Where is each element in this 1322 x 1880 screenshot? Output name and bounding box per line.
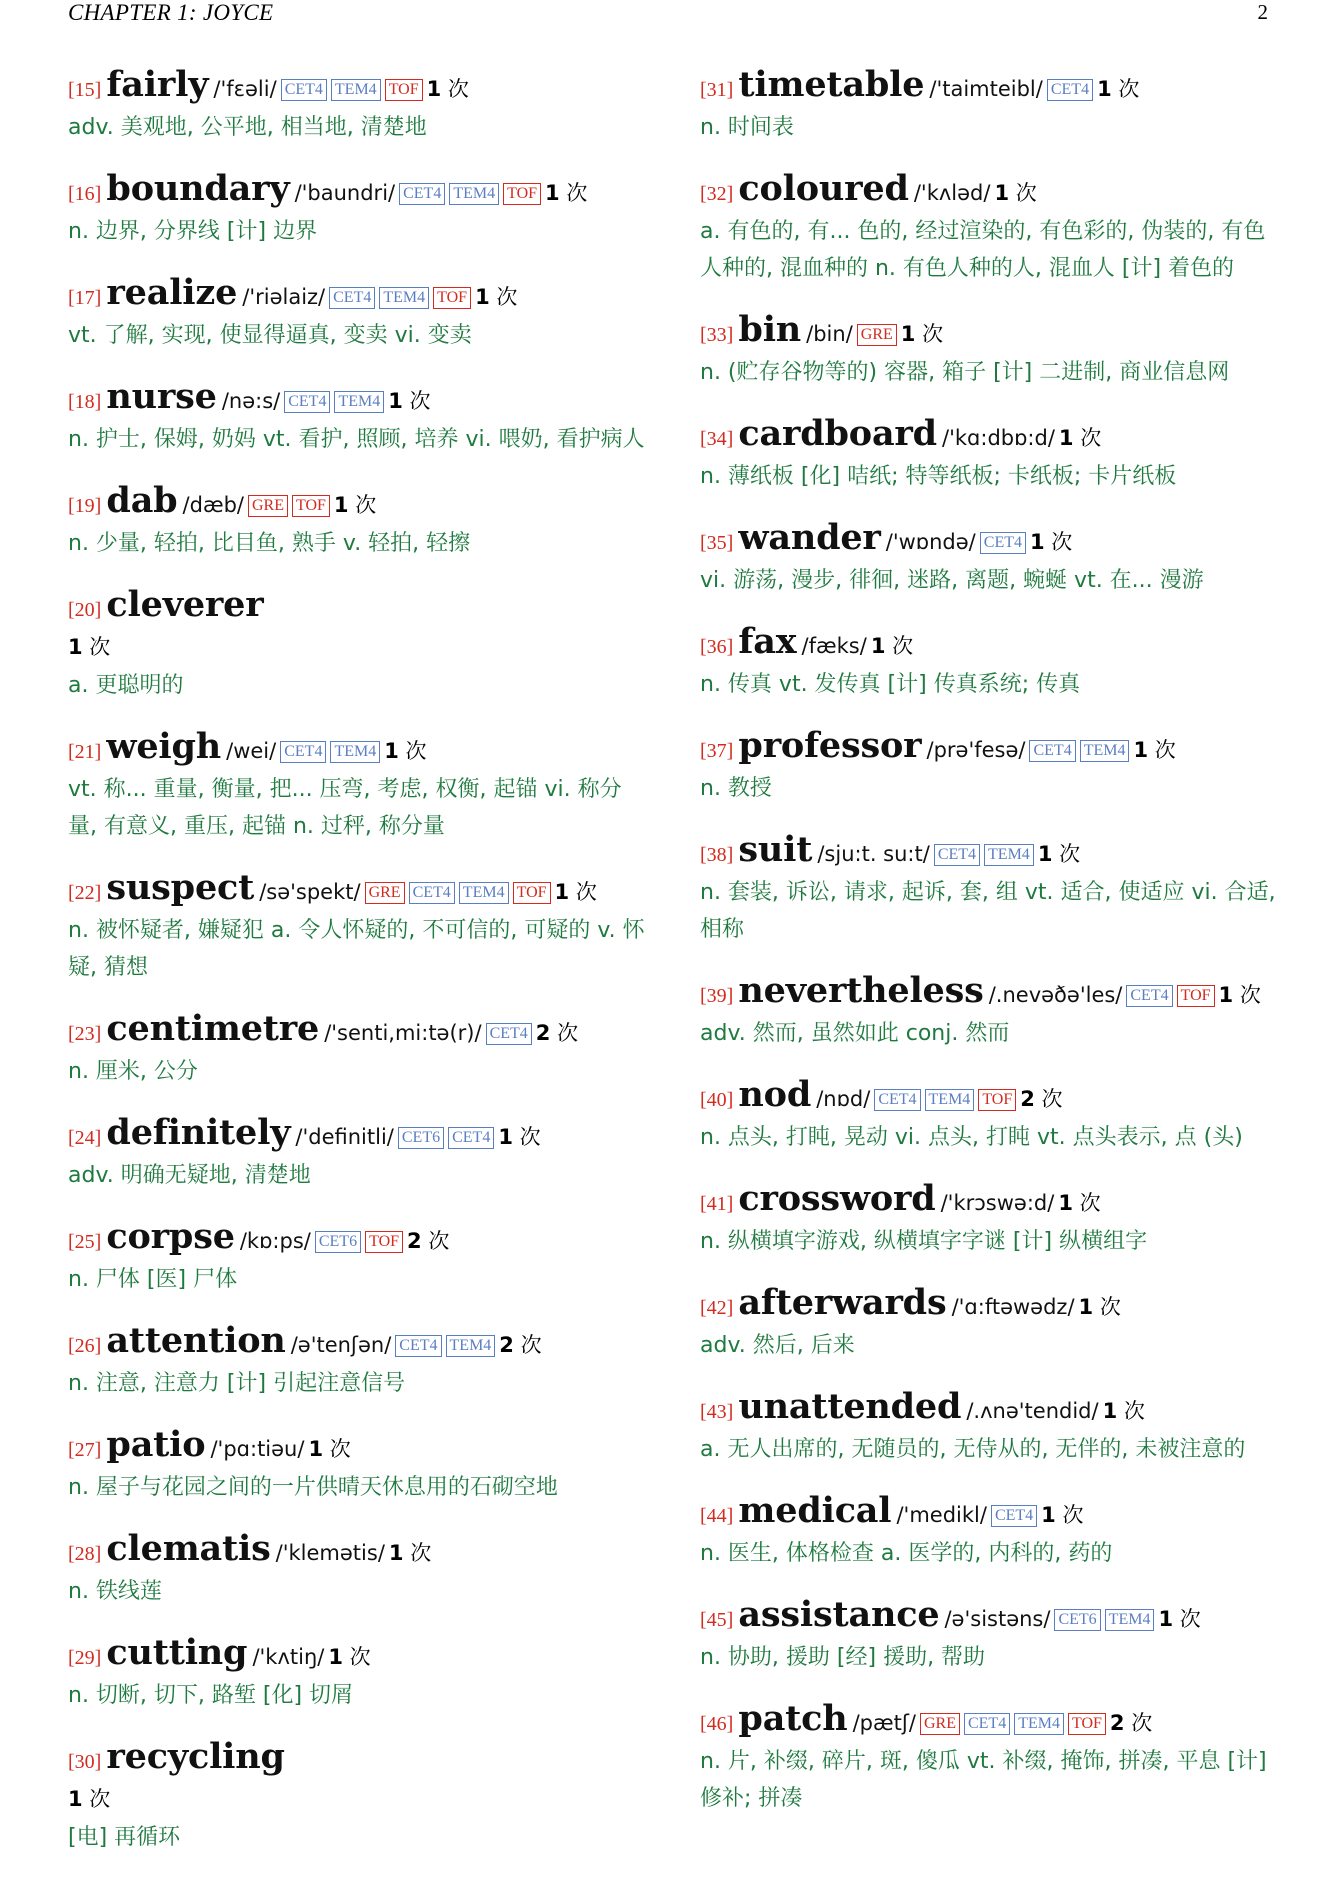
pronunciation: /wei/ <box>226 739 277 763</box>
exam-tag: TOF <box>1068 1713 1106 1735</box>
headword: wander <box>738 517 881 558</box>
headword: corpse <box>106 1216 235 1257</box>
vocab-entry <box>68 1634 648 1714</box>
vocab-entry <box>700 831 1280 948</box>
pronunciation: /'wɒndə/ <box>885 530 976 554</box>
definition: n. 协助, 援助 [经] 援助, 帮助 <box>700 1645 986 1670</box>
occurrence-count: 1 次 <box>1218 983 1261 1007</box>
definition: vt. 称... 重量, 衡量, 把... 压弯, 考虑, 权衡, 起锚 vi. 称分量, 有意义, 重压, 起锚 n. 过秤, 称分量 <box>68 777 622 839</box>
exam-tag: GRE <box>857 324 897 346</box>
headword-line <box>700 311 1280 354</box>
headword: nurse <box>106 376 217 417</box>
definition: adv. 然而, 虽然如此 conj. 然而 <box>700 1021 1010 1046</box>
occurrence-count: 1 次 <box>388 389 431 413</box>
exam-tag: CET4 <box>284 391 330 413</box>
vocab-entry <box>700 519 1280 599</box>
occurrence-count: 1 次 <box>384 739 427 763</box>
vocab-entry <box>68 1426 648 1506</box>
exam-tag: TOF <box>503 183 541 205</box>
occurrence-count: 1 次 <box>554 880 597 904</box>
exam-tag: TOF <box>1177 985 1215 1007</box>
vocab-entry <box>68 378 648 458</box>
headword: weigh <box>106 726 222 767</box>
headword: medical <box>738 1490 892 1531</box>
exam-tag: CET4 <box>395 1335 441 1357</box>
vocab-entry <box>68 1530 648 1610</box>
exam-tag: CET4 <box>448 1127 494 1149</box>
vocab-entry <box>68 1114 648 1194</box>
pronunciation: /'fɛəli/ <box>213 77 277 101</box>
exam-tag: CET4 <box>1126 985 1172 1007</box>
headword-line <box>700 1700 1280 1743</box>
pronunciation: /sə'spekt/ <box>259 880 361 904</box>
entry-index: [39] <box>700 985 734 1007</box>
headword: fax <box>738 621 797 662</box>
entry-index: [21] <box>68 741 102 763</box>
vocab-entry <box>68 1738 648 1856</box>
occurrence-count: 1 次 <box>68 1787 111 1811</box>
definition: n. 纵横填字游戏, 纵横填字字谜 [计] 纵横组字 <box>700 1229 1148 1254</box>
headword-line <box>700 1388 1280 1431</box>
entry-index: [25] <box>68 1231 102 1253</box>
entry-index: [36] <box>700 636 734 658</box>
headword: professor <box>738 725 922 766</box>
headword-line <box>700 519 1280 562</box>
exam-tag: CET4 <box>281 79 327 101</box>
headword-line <box>68 1010 648 1053</box>
exam-tag: TOF <box>978 1089 1016 1111</box>
headword: boundary <box>106 168 290 209</box>
definition: a. 更聪明的 <box>68 673 184 698</box>
page-number: 2 <box>1257 0 1268 24</box>
entry-index: [33] <box>700 324 734 346</box>
exam-tag: CET6 <box>315 1231 361 1253</box>
vocab-entry <box>700 1700 1280 1817</box>
exam-tag: TEM4 <box>446 1335 496 1357</box>
entry-index: [18] <box>68 391 102 413</box>
occurrence-count: 1 次 <box>870 634 914 658</box>
headword: nevertheless <box>738 970 984 1011</box>
pronunciation: /bin/ <box>806 322 853 346</box>
headword: fairly <box>106 64 209 105</box>
pronunciation: /'kʌləd/ <box>913 181 991 205</box>
exam-tag: CET4 <box>991 1505 1037 1527</box>
definition: n. 时间表 <box>700 115 794 140</box>
headword-line <box>700 727 1280 770</box>
vocab-entry <box>700 415 1280 495</box>
pronunciation: /'senti,mi:tə(r)/ <box>324 1021 482 1045</box>
occurrence-count: 2 次 <box>407 1229 450 1253</box>
vocab-entry <box>700 1596 1280 1676</box>
headword-line <box>68 1114 648 1157</box>
exam-tag: CET4 <box>1047 79 1093 101</box>
vocab-entry <box>700 311 1280 391</box>
occurrence-count: 1 次 <box>475 285 518 309</box>
vocab-entry <box>700 727 1280 807</box>
occurrence-count: 1 次 <box>1102 1399 1145 1423</box>
occurrence-count: 1 次 <box>498 1125 541 1149</box>
definition: n. 厘米, 公分 <box>68 1059 198 1084</box>
exam-tag: CET4 <box>1029 740 1075 762</box>
headword: coloured <box>738 168 909 209</box>
definition: n. 薄纸板 [化] 咭纸; 特等纸板; 卡纸板; 卡片纸板 <box>700 464 1177 489</box>
headword-line <box>700 415 1280 458</box>
vocab-entry <box>68 1322 648 1402</box>
occurrence-count: 1 次 <box>388 1541 432 1565</box>
headword-line <box>68 378 648 421</box>
exam-tag: CET4 <box>280 741 326 763</box>
definition: a. 无人出席的, 无随员的, 无侍从的, 无伴的, 未被注意的 <box>700 1437 1246 1462</box>
entry-index: [28] <box>68 1543 102 1565</box>
headword: patch <box>738 1698 848 1739</box>
entry-index: [29] <box>68 1647 102 1669</box>
pronunciation: /pætʃ/ <box>852 1711 916 1735</box>
headword-line <box>68 586 648 629</box>
headword: assistance <box>738 1594 940 1635</box>
entry-index: [31] <box>700 79 734 101</box>
headword-line <box>68 274 648 317</box>
occurrence-count: 1 次 <box>1058 426 1102 450</box>
pronunciation: /'baundri/ <box>294 181 396 205</box>
entry-index: [20] <box>68 599 102 621</box>
headword: crossword <box>738 1178 936 1219</box>
exam-tag: TEM4 <box>1014 1713 1064 1735</box>
entry-index: [34] <box>700 428 734 450</box>
headword: bin <box>738 309 802 350</box>
exam-tag: TEM4 <box>334 391 384 413</box>
headword-line <box>68 1218 648 1261</box>
definition: n. 传真 vt. 发传真 [计] 传真系统; 传真 <box>700 672 1081 697</box>
occurrence-count: 2 次 <box>535 1021 579 1045</box>
headword-line <box>700 1076 1280 1119</box>
headword: attention <box>106 1320 286 1361</box>
headword-line <box>700 831 1280 874</box>
occurrence-count: 1 次 <box>1078 1295 1121 1319</box>
pronunciation: /'kʌtiŋ/ <box>252 1645 325 1669</box>
page-header <box>68 0 1268 30</box>
exam-tag: TOF <box>385 79 423 101</box>
headword-line <box>700 1596 1280 1639</box>
occurrence-count: 2 次 <box>1109 1711 1153 1735</box>
exam-tag: TEM4 <box>330 741 380 763</box>
vocab-entry <box>700 170 1280 287</box>
definition: vi. 游荡, 漫步, 徘徊, 迷路, 离题, 蜿蜒 vt. 在... 漫游 <box>700 568 1204 593</box>
entry-index: [24] <box>68 1127 102 1149</box>
headword-line <box>68 1738 648 1781</box>
pronunciation: /'taimteibl/ <box>929 77 1043 101</box>
entry-index: [37] <box>700 740 734 762</box>
headword: cutting <box>106 1632 248 1673</box>
entry-index: [23] <box>68 1023 102 1045</box>
exam-tag: TEM4 <box>459 882 509 904</box>
definition: vt. 了解, 实现, 使显得逼真, 变卖 vi. 变卖 <box>68 323 472 348</box>
headword: recycling <box>106 1736 285 1777</box>
definition: adv. 然后, 后来 <box>700 1333 855 1358</box>
definition: n. 边界, 分界线 [计] 边界 <box>68 219 318 244</box>
exam-tag: CET4 <box>964 1713 1010 1735</box>
entry-index: [30] <box>68 1751 102 1773</box>
headword: suspect <box>106 867 255 908</box>
exam-tag: TEM4 <box>1080 740 1130 762</box>
pronunciation: /'krɔswə:d/ <box>940 1191 1055 1215</box>
exam-tag: CET4 <box>874 1089 920 1111</box>
occurrence-count: 1 次 <box>545 181 588 205</box>
exam-tag: TEM4 <box>449 183 499 205</box>
headword: unattended <box>738 1386 962 1427</box>
definition: n. 屋子与花园之间的一片供晴天休息用的石砌空地 <box>68 1475 558 1500</box>
headword-line <box>700 1492 1280 1535</box>
occurrence-count: 1 次 <box>1037 842 1081 866</box>
exam-tag: TEM4 <box>925 1089 975 1111</box>
exam-tag: GRE <box>365 882 405 904</box>
entry-index: [40] <box>700 1089 734 1111</box>
vocab-entry <box>700 1388 1280 1468</box>
occurrence-count: 1 次 <box>1158 1607 1201 1631</box>
occurrence-count: 2 次 <box>499 1333 542 1357</box>
headword: centimetre <box>106 1008 320 1049</box>
headword-line <box>700 1284 1280 1327</box>
vocab-entry <box>68 586 648 704</box>
vocab-entry <box>700 1492 1280 1572</box>
count-line <box>68 629 648 667</box>
headword-line <box>68 1322 648 1365</box>
pronunciation: /ə'tenʃən/ <box>290 1333 392 1357</box>
entry-index: [45] <box>700 1609 734 1631</box>
pronunciation: /'medikl/ <box>896 1503 987 1527</box>
headword-line <box>700 170 1280 213</box>
pronunciation: /sju:t. su:t/ <box>817 842 930 866</box>
pronunciation: /.nevəðə'les/ <box>988 983 1123 1007</box>
entry-index: [46] <box>700 1713 734 1735</box>
pronunciation: /'ɑ:ftəwədz/ <box>951 1295 1075 1319</box>
definition: adv. 美观地, 公平地, 相当地, 清楚地 <box>68 115 427 140</box>
definition: n. (贮存谷物等的) 容器, 箱子 [计] 二进制, 商业信息网 <box>700 360 1230 385</box>
headword-line <box>68 66 648 109</box>
occurrence-count: 2 次 <box>1020 1087 1063 1111</box>
pronunciation: /kɒ:ps/ <box>239 1229 311 1253</box>
exam-tag: CET4 <box>399 183 445 205</box>
headword: nod <box>738 1074 812 1115</box>
pronunciation: /'riəlaiz/ <box>242 285 326 309</box>
pronunciation: /fæks/ <box>801 634 867 658</box>
pronunciation: /'pɑ:tiəu/ <box>210 1437 305 1461</box>
occurrence-count: 1 次 <box>68 635 111 659</box>
vocab-entry <box>68 274 648 354</box>
headword: patio <box>106 1424 206 1465</box>
pronunciation: /nə:s/ <box>221 389 281 413</box>
definition: n. 点头, 打盹, 晃动 vi. 点头, 打盹 vt. 点头表示, 点 (头) <box>700 1125 1243 1150</box>
headword-line <box>700 66 1280 109</box>
pronunciation: /'klemətis/ <box>275 1541 385 1565</box>
definition: n. 被怀疑者, 嫌疑犯 a. 令人怀疑的, 不可信的, 可疑的 v. 怀疑, 猜想 <box>68 918 645 980</box>
occurrence-count: 1 次 <box>1133 738 1176 762</box>
definition: [电] 再循环 <box>68 1825 181 1850</box>
exam-tag: GRE <box>920 1713 960 1735</box>
pronunciation: /dæb/ <box>182 493 244 517</box>
entry-index: [17] <box>68 287 102 309</box>
headword: cardboard <box>738 413 937 454</box>
vocab-entry <box>68 482 648 562</box>
vocab-entry <box>700 623 1280 703</box>
vocab-entry <box>68 869 648 986</box>
occurrence-count: 1 次 <box>1058 1191 1101 1215</box>
vocab-entry <box>68 728 648 845</box>
pronunciation: /ə'sistəns/ <box>944 1607 1051 1631</box>
entry-index: [35] <box>700 532 734 554</box>
occurrence-count: 1 次 <box>426 77 469 101</box>
vocab-entry <box>700 1076 1280 1156</box>
vocab-entry <box>68 1218 648 1298</box>
headword-line <box>68 1634 648 1677</box>
occurrence-count: 1 次 <box>1097 77 1140 101</box>
definition: a. 有色的, 有... 色的, 经过渲染的, 有色彩的, 伪装的, 有色人种的, 混血种的 n. 有色人种的人, 混血人 [计] 着色的 <box>700 219 1266 281</box>
exam-tag: TOF <box>433 287 471 309</box>
right-column <box>700 66 1280 1841</box>
pronunciation: /'definitli/ <box>295 1125 394 1149</box>
entry-index: [44] <box>700 1505 734 1527</box>
exam-tag: TOF <box>292 495 330 517</box>
count-line <box>68 1781 648 1819</box>
pronunciation: /.ʌnə'tendid/ <box>966 1399 1099 1423</box>
definition: n. 片, 补缀, 碎片, 斑, 傻瓜 vt. 补缀, 掩饰, 拼凑, 平息 [计] 修补; 拼凑 <box>700 1749 1267 1811</box>
exam-tag: CET6 <box>1054 1609 1100 1631</box>
exam-tag: TEM4 <box>1105 1609 1155 1631</box>
occurrence-count: 1 次 <box>1041 1503 1084 1527</box>
headword: suit <box>738 829 813 870</box>
entry-index: [15] <box>68 79 102 101</box>
entry-index: [16] <box>68 183 102 205</box>
definition: n. 切断, 切下, 路堑 [化] 切屑 <box>68 1683 354 1708</box>
exam-tag: CET4 <box>329 287 375 309</box>
headword: clematis <box>106 1528 271 1569</box>
vocab-entry <box>700 1284 1280 1364</box>
entry-index: [26] <box>68 1335 102 1357</box>
pronunciation: /prə'fesə/ <box>926 738 1026 762</box>
exam-tag: CET4 <box>409 882 455 904</box>
vocab-entry <box>700 1180 1280 1260</box>
headword-line <box>700 972 1280 1015</box>
headword-line <box>68 869 648 912</box>
entry-index: [32] <box>700 183 734 205</box>
headword-line <box>700 623 1280 666</box>
occurrence-count: 1 次 <box>328 1645 371 1669</box>
vocab-entry <box>700 66 1280 146</box>
definition: n. 少量, 轻拍, 比目鱼, 熟手 v. 轻拍, 轻擦 <box>68 531 471 556</box>
pronunciation: /nɒd/ <box>816 1087 871 1111</box>
vocab-entry <box>68 170 648 250</box>
definition: n. 套装, 诉讼, 请求, 起诉, 套, 组 vt. 适合, 使适应 vi. 合适, 相称 <box>700 880 1276 942</box>
definition: adv. 明确无疑地, 清楚地 <box>68 1163 311 1188</box>
entry-index: [27] <box>68 1439 102 1461</box>
definition: n. 注意, 注意力 [计] 引起注意信号 <box>68 1371 406 1396</box>
exam-tag: TEM4 <box>984 844 1034 866</box>
entry-index: [38] <box>700 844 734 866</box>
exam-tag: TOF <box>365 1231 403 1253</box>
vocab-entry <box>700 972 1280 1052</box>
exam-tag: TEM4 <box>331 79 381 101</box>
pronunciation: /'kɑ:dbɒ:d/ <box>942 426 1055 450</box>
entry-index: [41] <box>700 1193 734 1215</box>
definition: n. 医生, 体格检查 a. 医学的, 内科的, 药的 <box>700 1541 1113 1566</box>
headword-line <box>68 482 648 525</box>
exam-tag: GRE <box>248 495 288 517</box>
headword: definitely <box>106 1112 291 1153</box>
headword: realize <box>106 272 238 313</box>
occurrence-count: 1 次 <box>308 1437 351 1461</box>
left-column <box>68 66 648 1880</box>
headword: timetable <box>738 64 925 105</box>
definition: n. 教授 <box>700 776 772 801</box>
headword: cleverer <box>106 584 264 625</box>
definition: n. 铁线莲 <box>68 1579 162 1604</box>
entry-index: [22] <box>68 882 102 904</box>
chapter-title: CHAPTER 1: JOYCE <box>68 0 274 25</box>
headword-line <box>68 1426 648 1469</box>
entry-index: [43] <box>700 1401 734 1423</box>
headword-line <box>68 728 648 771</box>
exam-tag: CET4 <box>486 1023 532 1045</box>
occurrence-count: 1 次 <box>994 181 1037 205</box>
vocab-entry <box>68 66 648 146</box>
exam-tag: CET4 <box>934 844 980 866</box>
occurrence-count: 1 次 <box>900 322 944 346</box>
exam-tag: TOF <box>513 882 551 904</box>
occurrence-count: 1 次 <box>333 493 377 517</box>
entry-index: [19] <box>68 495 102 517</box>
headword: dab <box>106 480 178 521</box>
exam-tag: CET4 <box>980 532 1026 554</box>
headword-line <box>700 1180 1280 1223</box>
exam-tag: TEM4 <box>379 287 429 309</box>
exam-tag: CET6 <box>398 1127 444 1149</box>
headword: afterwards <box>738 1282 947 1323</box>
occurrence-count: 1 次 <box>1029 530 1073 554</box>
headword-line <box>68 1530 648 1573</box>
headword-line <box>68 170 648 213</box>
vocab-entry <box>68 1010 648 1090</box>
definition: n. 尸体 [医] 尸体 <box>68 1267 238 1292</box>
definition: n. 护士, 保姆, 奶妈 vt. 看护, 照顾, 培养 vi. 喂奶, 看护病人 <box>68 427 645 452</box>
entry-index: [42] <box>700 1297 734 1319</box>
